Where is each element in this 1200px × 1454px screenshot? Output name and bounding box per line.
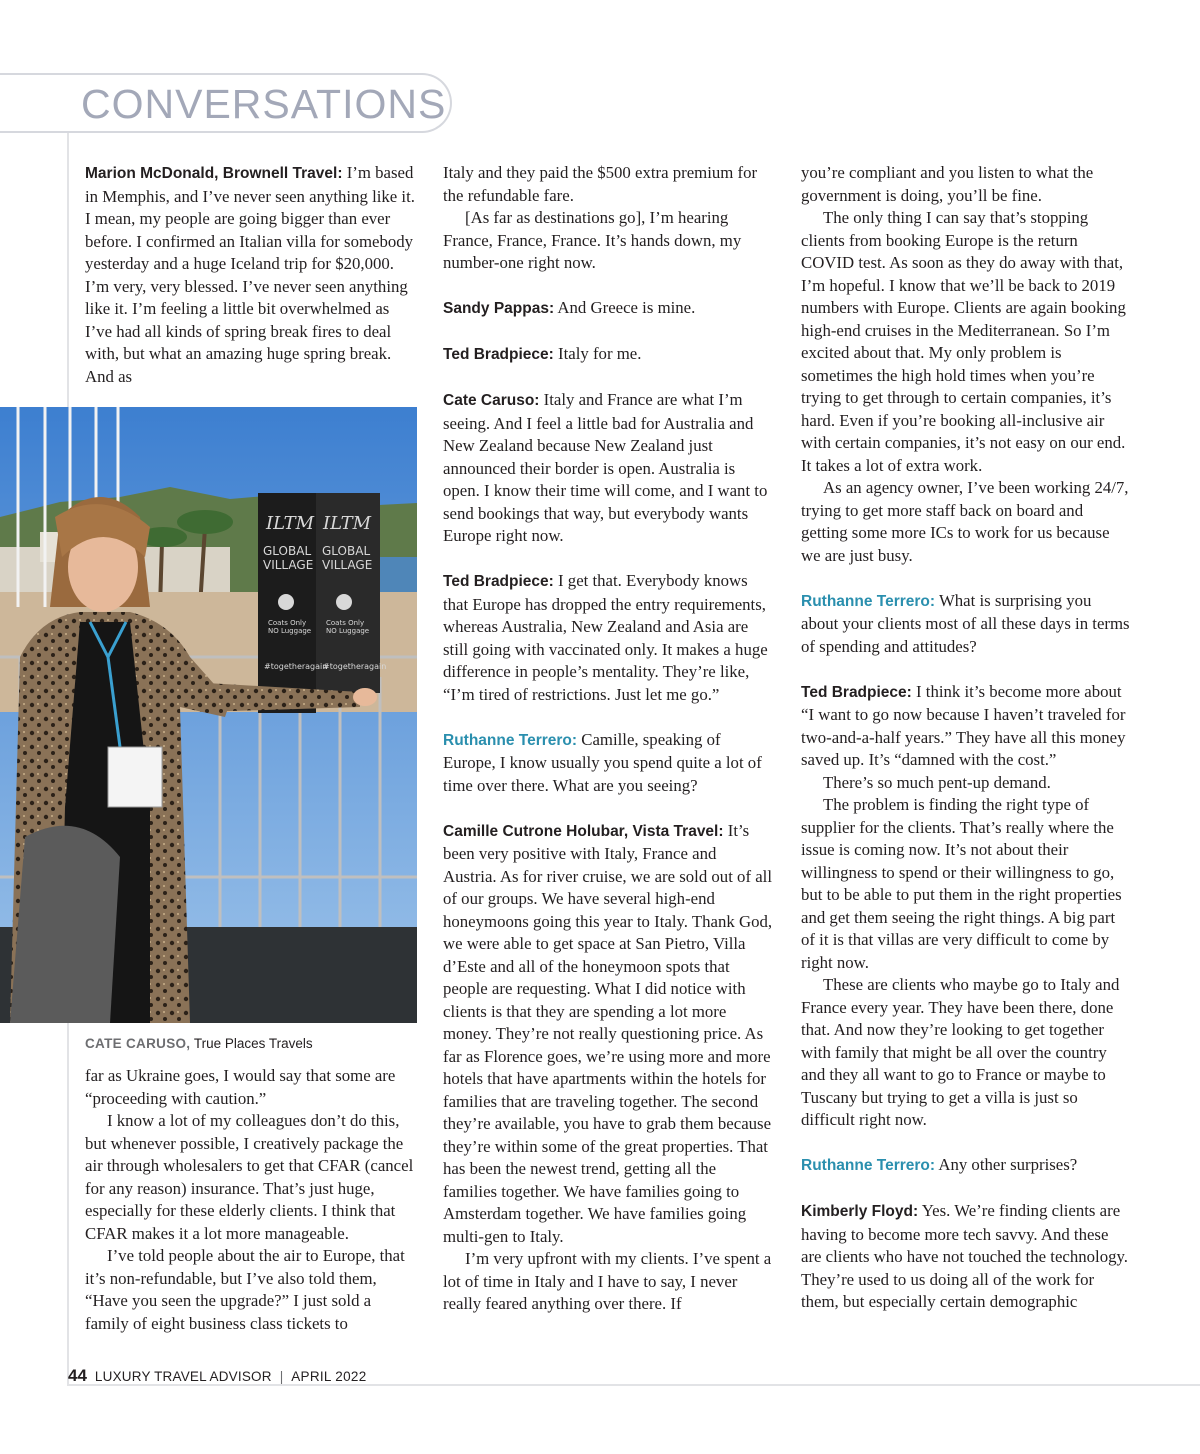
paragraph: The only thing I can say that’s stopping clients from booking Europe is the return COVID test. As soon as they do away with that, I’m hopeful. I know that we’ll be back to 2019 numbers with Europe. Clients are again booking high-end cruises in the Mediterranean. So I’m excited about that. My only problem is sometimes the high hold times when you’re trying to get through to certain companies, it’s hard. Even if you’re booking all-inclusive air with certain companies, it’s not easy on our end. It takes a lot of extra work.	[801, 208, 1126, 475]
paragraph	[85, 162, 419, 388]
paragraph	[443, 570, 773, 706]
speaker-name: Camille Cutrone Holubar, Vista Travel:	[443, 822, 724, 840]
page-number: 44	[68, 1366, 87, 1385]
column-1-continued	[85, 1065, 419, 1335]
paragraph	[801, 1154, 1131, 1178]
booth-sub2-right: NO Luggage	[326, 627, 370, 635]
speaker-name: Sandy Pappas:	[443, 300, 555, 317]
paragraph-text: I get that. Everybody knows that Europe has dropped the entry requirements, whereas Australia, New Zealand and Asia are still going with vaccinated only. It makes a huge difference in people’s mentality. They’re like, “I’m tired of restrictions. Just let me go.”	[443, 571, 768, 704]
speaker-name: Kimberly Floyd:	[801, 1203, 919, 1220]
paragraph	[801, 590, 1131, 659]
speaker-name: Ted Bradpiece:	[443, 346, 554, 363]
paragraph-text: Any other surprises?	[935, 1155, 1078, 1174]
paragraph-text: I’m based in Memphis, and I’ve never seen anything like it. I mean, my people are going bigger than ever before. I confirmed an Italian villa for somebody yesterday and a huge Iceland trip for $20,000. I’m very, very blessed. I’ve never seen anything like it. I’m feeling a little bit overwhelmed as I’ve had all kinds of spring break fires to deal with, but what an amazing huge spring break. And as	[85, 163, 415, 386]
interviewer-name: Ruthanne Terrero:	[443, 731, 578, 749]
booth-line2-right: VILLAGE	[322, 558, 373, 572]
speaker-name: Cate Caruso:	[443, 392, 540, 409]
paragraph: I’ve told people about the air to Europe, that it’s non-refundable, but I’ve also told them, “Have you seen the upgrade?” I just sold a family of eight business class tickets to	[85, 1246, 405, 1333]
booth-sub2-left: NO Luggage	[268, 627, 312, 635]
paragraph: Italy and they paid the $500 extra premium for the refundable fare.	[443, 163, 758, 205]
photo-caption	[85, 1036, 313, 1051]
paragraph	[443, 729, 773, 798]
footer-separator: |	[279, 1369, 284, 1384]
column-1	[85, 162, 419, 388]
column-2	[443, 162, 773, 1316]
photo-cate-caruso	[0, 407, 417, 1023]
paragraph	[801, 681, 1131, 772]
speaker-name: Marion McDonald, Brownell Travel:	[85, 165, 343, 182]
paragraph-text: And Greece is mine.	[554, 298, 696, 317]
paragraph	[801, 1200, 1131, 1314]
booth-tag-left: #togetheragain	[264, 662, 328, 671]
paragraph-text: Italy and France are what I’m seeing. And I feel a little bad for Australia and New Zealand because New Zealand just announced their border is open. Australia is open. I know their time will come, and I want to send bookings that way, but everybody wants Europe right now.	[443, 390, 768, 545]
paragraph: [As far as destinations go], I’m hearing France, France, France. It’s hands down, my number-one right now.	[443, 208, 742, 272]
caption-name: CATE CARUSO,	[85, 1036, 191, 1051]
paragraph: There’s so much pent-up demand.	[823, 772, 1051, 792]
paragraph: I know a lot of my colleagues don’t do this, but whenever possible, I creatively package the air through wholesalers to get that CFAR (cancel for any reason) insurance. That’s just huge, especially for these elderly clients. I think that CFAR makes it a lot more manageable.	[85, 1111, 414, 1243]
paragraph-text: It’s been very positive with Italy, France and Austria. As for river cruise, we are sold out of all of our groups. We have several high-end honeymoons going this year to Italy. Thank God, we were able to get space at San Pietro, Villa d’Este and all of the honeymoon spots that people are requesting. What I did notice with clients is that they are spending a lot more money. They’re not really questioning price. As far as Florence goes, we’re using more and more hotels that have apartments within the hotels for families that are traveling together. The second they’re available, you have to grab them because they’re within some of the great properties. That has been the newest trend, getting all the families together. We have families going to Amsterdam together. We have families going multi-gen to Italy.	[443, 820, 773, 1246]
page-footer	[68, 1366, 367, 1390]
paragraph: These are clients who maybe go to Italy and France every year. They have been there, done that. And now they’re looking to get together with family that might be all over the country and they all want to go to France or maybe to Tuscany but trying to get a villa is just so difficult right now.	[801, 975, 1120, 1129]
booth-tag-right: #togetheragain	[323, 662, 387, 671]
booth-line2-left: VILLAGE	[263, 558, 314, 572]
paragraph	[443, 820, 773, 1249]
paragraph	[443, 389, 773, 548]
paragraph-text: What is surprising you about your clients most of all these days in terms of spending and attitudes?	[801, 590, 1130, 656]
magazine-name: LUXURY TRAVEL ADVISOR	[94, 1369, 272, 1384]
paragraph-text: Italy for me.	[553, 344, 642, 363]
speaker-name: Ted Bradpiece:	[443, 573, 554, 590]
paragraph: As an agency owner, I’ve been working 24/7, trying to get more staff back on board and getting some more ICs to work for us because we are just busy.	[801, 478, 1129, 565]
interviewer-name: Ruthanne Terrero:	[801, 592, 936, 610]
booth-line1-left: GLOBAL	[263, 544, 312, 558]
booth-brand-left: ILTM	[266, 513, 315, 534]
booth-line1-right: GLOBAL	[322, 544, 371, 558]
paragraph	[443, 297, 773, 321]
paragraph-text: Yes. We’re finding clients are having to become more tech savvy. And these are clients who have not touched the technology. They’re used to us doing all of the work for them, but especially certain demographic	[801, 1201, 1128, 1311]
caption-company: True Places Travels	[190, 1036, 313, 1051]
paragraph-text: Camille, speaking of Europe, I know usually you spend quite a lot of time over there. What are you seeing?	[443, 729, 762, 795]
paragraph: The problem is finding the right type of supplier for the clients. That’s really where the issue is coming now. It’s not about their willingness to spend or their willingness to go, but to be able to put them in the right properties and get them seeing the right things. A big part of it is that villas are very difficult to come by right now.	[801, 795, 1122, 972]
paragraph: far as Ukraine goes, I would say that some are “proceeding with caution.”	[85, 1066, 396, 1108]
booth-sub1-right: Coats Only	[326, 619, 365, 627]
paragraph: I’m very upfront with my clients. I’ve spent a lot of time in Italy and I have to say, I never really feared anything over there. If	[443, 1249, 772, 1313]
speaker-name: Ted Bradpiece:	[801, 683, 912, 701]
paragraph-text: I think it’s become more about “I want to go now because I haven’t traveled for two-and-a-half years.” They have all this money saved up. It’s “damned with the cost.”	[801, 681, 1126, 769]
column-3	[801, 162, 1131, 1314]
issue-date: APRIL 2022	[291, 1369, 367, 1384]
paragraph: you’re compliant and you listen to what the government is doing, you’ll be fine.	[801, 163, 1094, 205]
interviewer-name: Ruthanne Terrero:	[801, 1157, 936, 1174]
booth-brand-right: ILTM	[323, 513, 372, 534]
booth-sub1-left: Coats Only	[268, 619, 307, 627]
section-title: CONVERSATIONS	[81, 81, 447, 127]
paragraph	[443, 343, 773, 367]
